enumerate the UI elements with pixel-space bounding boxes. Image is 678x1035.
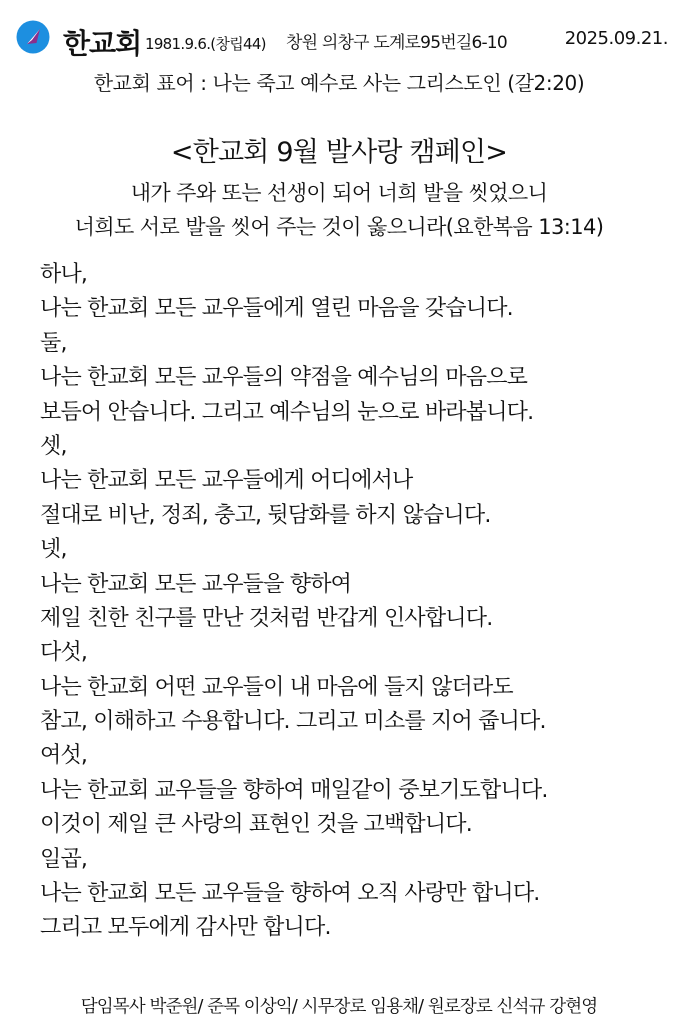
pledge-text: 나는 한교회 교우들을 향하여 매일같이 중보기도합니다. [40, 777, 548, 803]
pastoral-staff-list: 담임목사 박준원/ 준목 이상익/ 시무장로 임용채/ 원로장로 신석규 강현영 [80, 997, 598, 1017]
pledge-text: 제일 친한 친구를 만난 것처럼 반갑게 인사합니다. [40, 605, 493, 631]
bulletin-date: 2025.09.21. [564, 28, 668, 49]
pledge-text: 참고, 이해하고 수용합니다. 그리고 미소를 지어 줍니다. [40, 709, 546, 735]
verse-line: 너희도 서로 발을 씻어 주는 것이 옳으니라(요한복음 13:14) [74, 215, 604, 239]
pledge-text: 나는 한교회 모든 교우들에게 열린 마음을 갖습니다. [40, 296, 513, 322]
church-logo-icon [16, 20, 50, 54]
pledge-text: 보듬어 안습니다. 그리고 예수님의 눈으로 바라봅니다. [40, 399, 534, 425]
pledge-list [40, 258, 670, 946]
pledge-number: 둘, [40, 330, 67, 356]
verse-line: 내가 주와 또는 선생이 되어 너희 발을 씻었으니 [130, 181, 548, 205]
pledge-text: 나는 한교회 어떤 교우들이 내 마음에 들지 않더라도 [40, 674, 513, 700]
pledge-number: 셋, [40, 433, 67, 459]
pledge-text: 나는 한교회 모든 교우들을 향하여 오직 사랑만 합니다. [40, 881, 540, 907]
pledge-text: 그리고 모두에게 감사만 합니다. [40, 915, 331, 941]
pledge-number: 여섯, [40, 743, 88, 769]
pledge-text: 절대로 비난, 정죄, 충고, 뒷담화를 하지 않습니다. [40, 502, 491, 528]
church-address: 창원 의창구 도계로95번길6-10 [286, 33, 507, 53]
pledge-number: 일곱, [40, 846, 88, 872]
scripture-verse [0, 176, 678, 244]
church-motto: 한교회 표어 : 나는 죽고 예수로 사는 그리스도인 (갈2:20) [93, 71, 585, 95]
pledge-number: 하나, [40, 262, 88, 287]
pledge-number: 다섯, [40, 640, 88, 666]
campaign-title: <한교회 9월 발사랑 캠페인> [170, 137, 508, 168]
pledge-text: 나는 한교회 모든 교우들을 향하여 [40, 571, 352, 597]
bulletin-header [16, 20, 668, 60]
pledge-number: 넷, [40, 537, 67, 563]
founding-date: 1981.9.6.(창립44) [145, 35, 266, 53]
pledge-text: 이것이 제일 큰 사랑의 표현인 것을 고백합니다. [40, 812, 472, 838]
church-name: 한교회 [63, 27, 142, 60]
pledge-text: 나는 한교회 모든 교우들에게 어디에서나 [40, 468, 413, 494]
pledge-text: 나는 한교회 모든 교우들의 약점을 예수님의 마음으로 [40, 365, 528, 391]
